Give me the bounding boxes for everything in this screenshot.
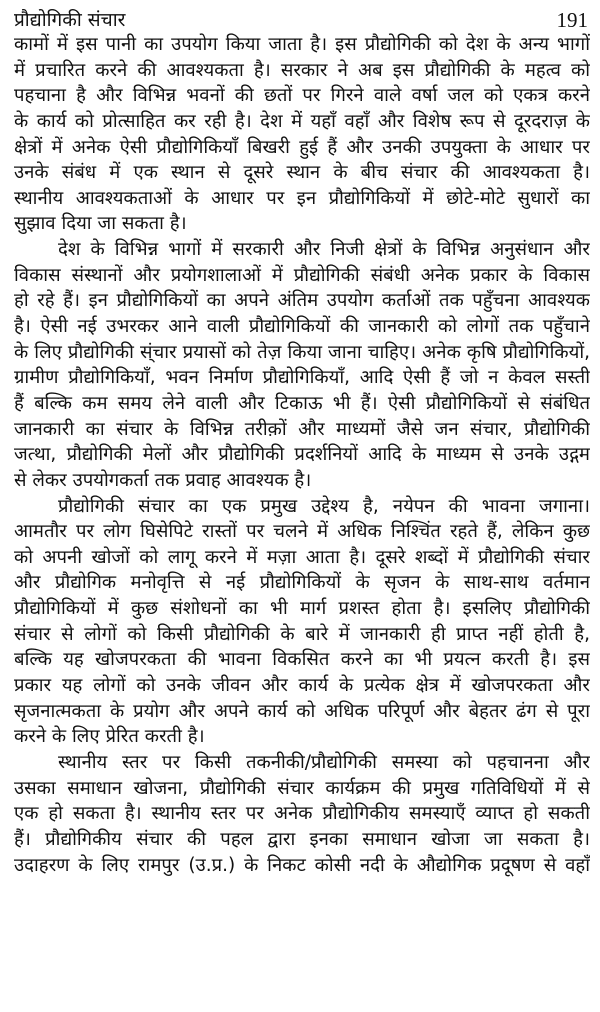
text-line: करने के लिए प्रेरित करती है। <box>14 726 205 748</box>
text-line: आमतौर पर लोग घिसेपिटे रास्तों पर चलने में अधिक निश्चिंत रहते हैं, लेकिन कुछ <box>14 521 590 543</box>
paragraph <box>14 750 590 878</box>
text-line: जत्था, प्रौद्योगिकी मेलों और प्रौद्योगिकी प्रदर्शनियों आदि के माध्यम से उनके उद्गम <box>14 444 590 466</box>
text-line: पहचाना है और विभिन्न भवनों की छतों पर गिरने वाले वर्षा जल को एकत्र करने <box>14 85 590 107</box>
text-line: उनके संबंध में एक स्थान से दूसरे स्थान के बीच संचार की आवश्यकता है। <box>14 162 590 184</box>
paragraph <box>14 32 590 237</box>
text-line: हो रहे हैं। इन प्रौद्योगिकियों का अपने अंतिम उपयोग कर्ताओं तक पहुँचना आवश्यक <box>14 290 590 312</box>
text-line: प्रौद्योगिकियों में कुछ संशोधनों का भी मार्ग प्रशस्त होता है। इसलिए प्रौद्योगिकी <box>14 598 590 620</box>
text-line: को अपनी खोजों को लागू करने में मज़ा आता है। दूसरे शब्दों में प्रौद्योगिकी संचार <box>14 546 590 568</box>
text-line: है। ऐसी नई उभरकर आने वाली प्रौद्योगिकियों की जानकारी को लोगों तक पहुँचाने <box>14 316 590 338</box>
text-line: सुझाव दिया जा सकता है। <box>14 213 187 235</box>
text-line: उदाहरण के लिए रामपुर (उ.प्र.) के निकट कोसी नदी के औद्योगिक प्रदूषण से वहाँ <box>14 854 590 876</box>
text-line: उसका समाधान खोजना, प्रौद्योगिकी संचार कार्यक्रम की प्रमुख गतिविधियों में से <box>14 777 590 799</box>
text-line: हैं। प्रौद्योगिकीय संचार की पहल द्वारा इनका समाधान खोजा जा सकता है। <box>14 828 590 850</box>
text-line: में प्रचारित करने की आवश्यकता है। सरकार ने अब इस प्रौद्योगिकी के महत्व को <box>14 59 590 81</box>
page-number: 191 <box>556 8 588 32</box>
text-line: हैं बल्कि कम समय लेने वाली और टिकाऊ भी हैं। ऐसी प्रौद्योगिकियों से संबंधित <box>14 392 590 414</box>
text-line: ग्रामीण प्रौद्योगिकियाँ, भवन निर्माण प्रौद्योगिकियाँ, आदि ऐसी हैं जो न केवल सस्ती <box>14 367 590 389</box>
text-line: प्रकार यह लोगों को उनके जीवन और कार्य के प्रत्येक क्षेत्र में खोजपरकता और <box>14 675 590 697</box>
paragraph <box>14 237 590 493</box>
page-body <box>14 32 590 878</box>
text-line: क्षेत्रों में अनेक ऐसी प्रौद्योगिकियाँ बिखरी हुई हैं और उनकी उपयुक्ता के आधार पर <box>14 136 590 158</box>
paragraph <box>14 494 590 750</box>
text-line: विकास संस्थानों और प्रयोगशालाओं में प्रौद्योगिकी संबंधी अनेक प्रकार के विकास <box>14 264 590 286</box>
text-line: से लेकर उपयोगकर्ता तक प्रवाह आवश्यक है। <box>14 469 312 491</box>
page-header <box>14 4 588 34</box>
text-line: कामों में इस पानी का उपयोग किया जाता है। इस प्रौद्योगिकी को देश के अन्य भागों <box>14 34 590 55</box>
text-line: संचार से लोगों को किसी प्रौद्योगिकी के बारे में जानकारी ही प्राप्त नहीं होती है, <box>14 623 590 645</box>
text-line: सृजनात्मकता के प्रयोग और अपने कार्य को अधिक परिपूर्ण और बेहतर ढंग से पूरा <box>14 700 590 722</box>
text-line: बल्कि यह खोजपरकता की भावना विकसित करने का भी प्रयत्न करती है। इस <box>14 649 590 671</box>
text-line: के कार्य को प्रोत्साहित कर रही है। देश में यहाँ वहाँ और विशेष रूप से दूरदराज़ के <box>14 110 590 132</box>
text-line: के लिए प्रौद्योगिकी स्ंचार प्रयासों को तेज़ किया जाना चाहिए। अनेक कृषि प्रौद्योगिकियों, <box>14 341 590 363</box>
text-line: प्रौद्योगिकी संचार का एक प्रमुख उद्देश्य है, नयेपन की भावना जगाना। <box>58 495 590 517</box>
text-line: जानकारी का संचार के विभिन्न तरीक़ों और माध्यमों जैसे जन संचार, प्रौद्योगिकी <box>14 418 590 440</box>
text-line: देश के विभिन्न भागों में सरकारी और निजी क्षेत्रों के विभिन्न अनुसंधान और <box>58 239 590 261</box>
text-line: स्थानीय स्तर पर किसी तकनीकी/प्रौद्योगिकी समस्या को पहचानना और <box>58 751 590 773</box>
running-title: प्रौद्योगिकी संचार <box>14 9 126 31</box>
text-line: और प्रौद्योगिक मनोवृत्ति से नई प्रौद्योगिकियों के सृजन के साथ-साथ वर्तमान <box>14 572 590 594</box>
text-line: स्थानीय आवश्यकताओं के आधार पर इन प्रौद्योगिकियों में छोटे-मोटे सुधारों का <box>14 187 590 209</box>
text-line: एक हो सकता है। स्थानीय स्तर पर अनेक प्रौद्योगिकीय समस्याएँ व्याप्त हो सकती <box>14 803 590 825</box>
